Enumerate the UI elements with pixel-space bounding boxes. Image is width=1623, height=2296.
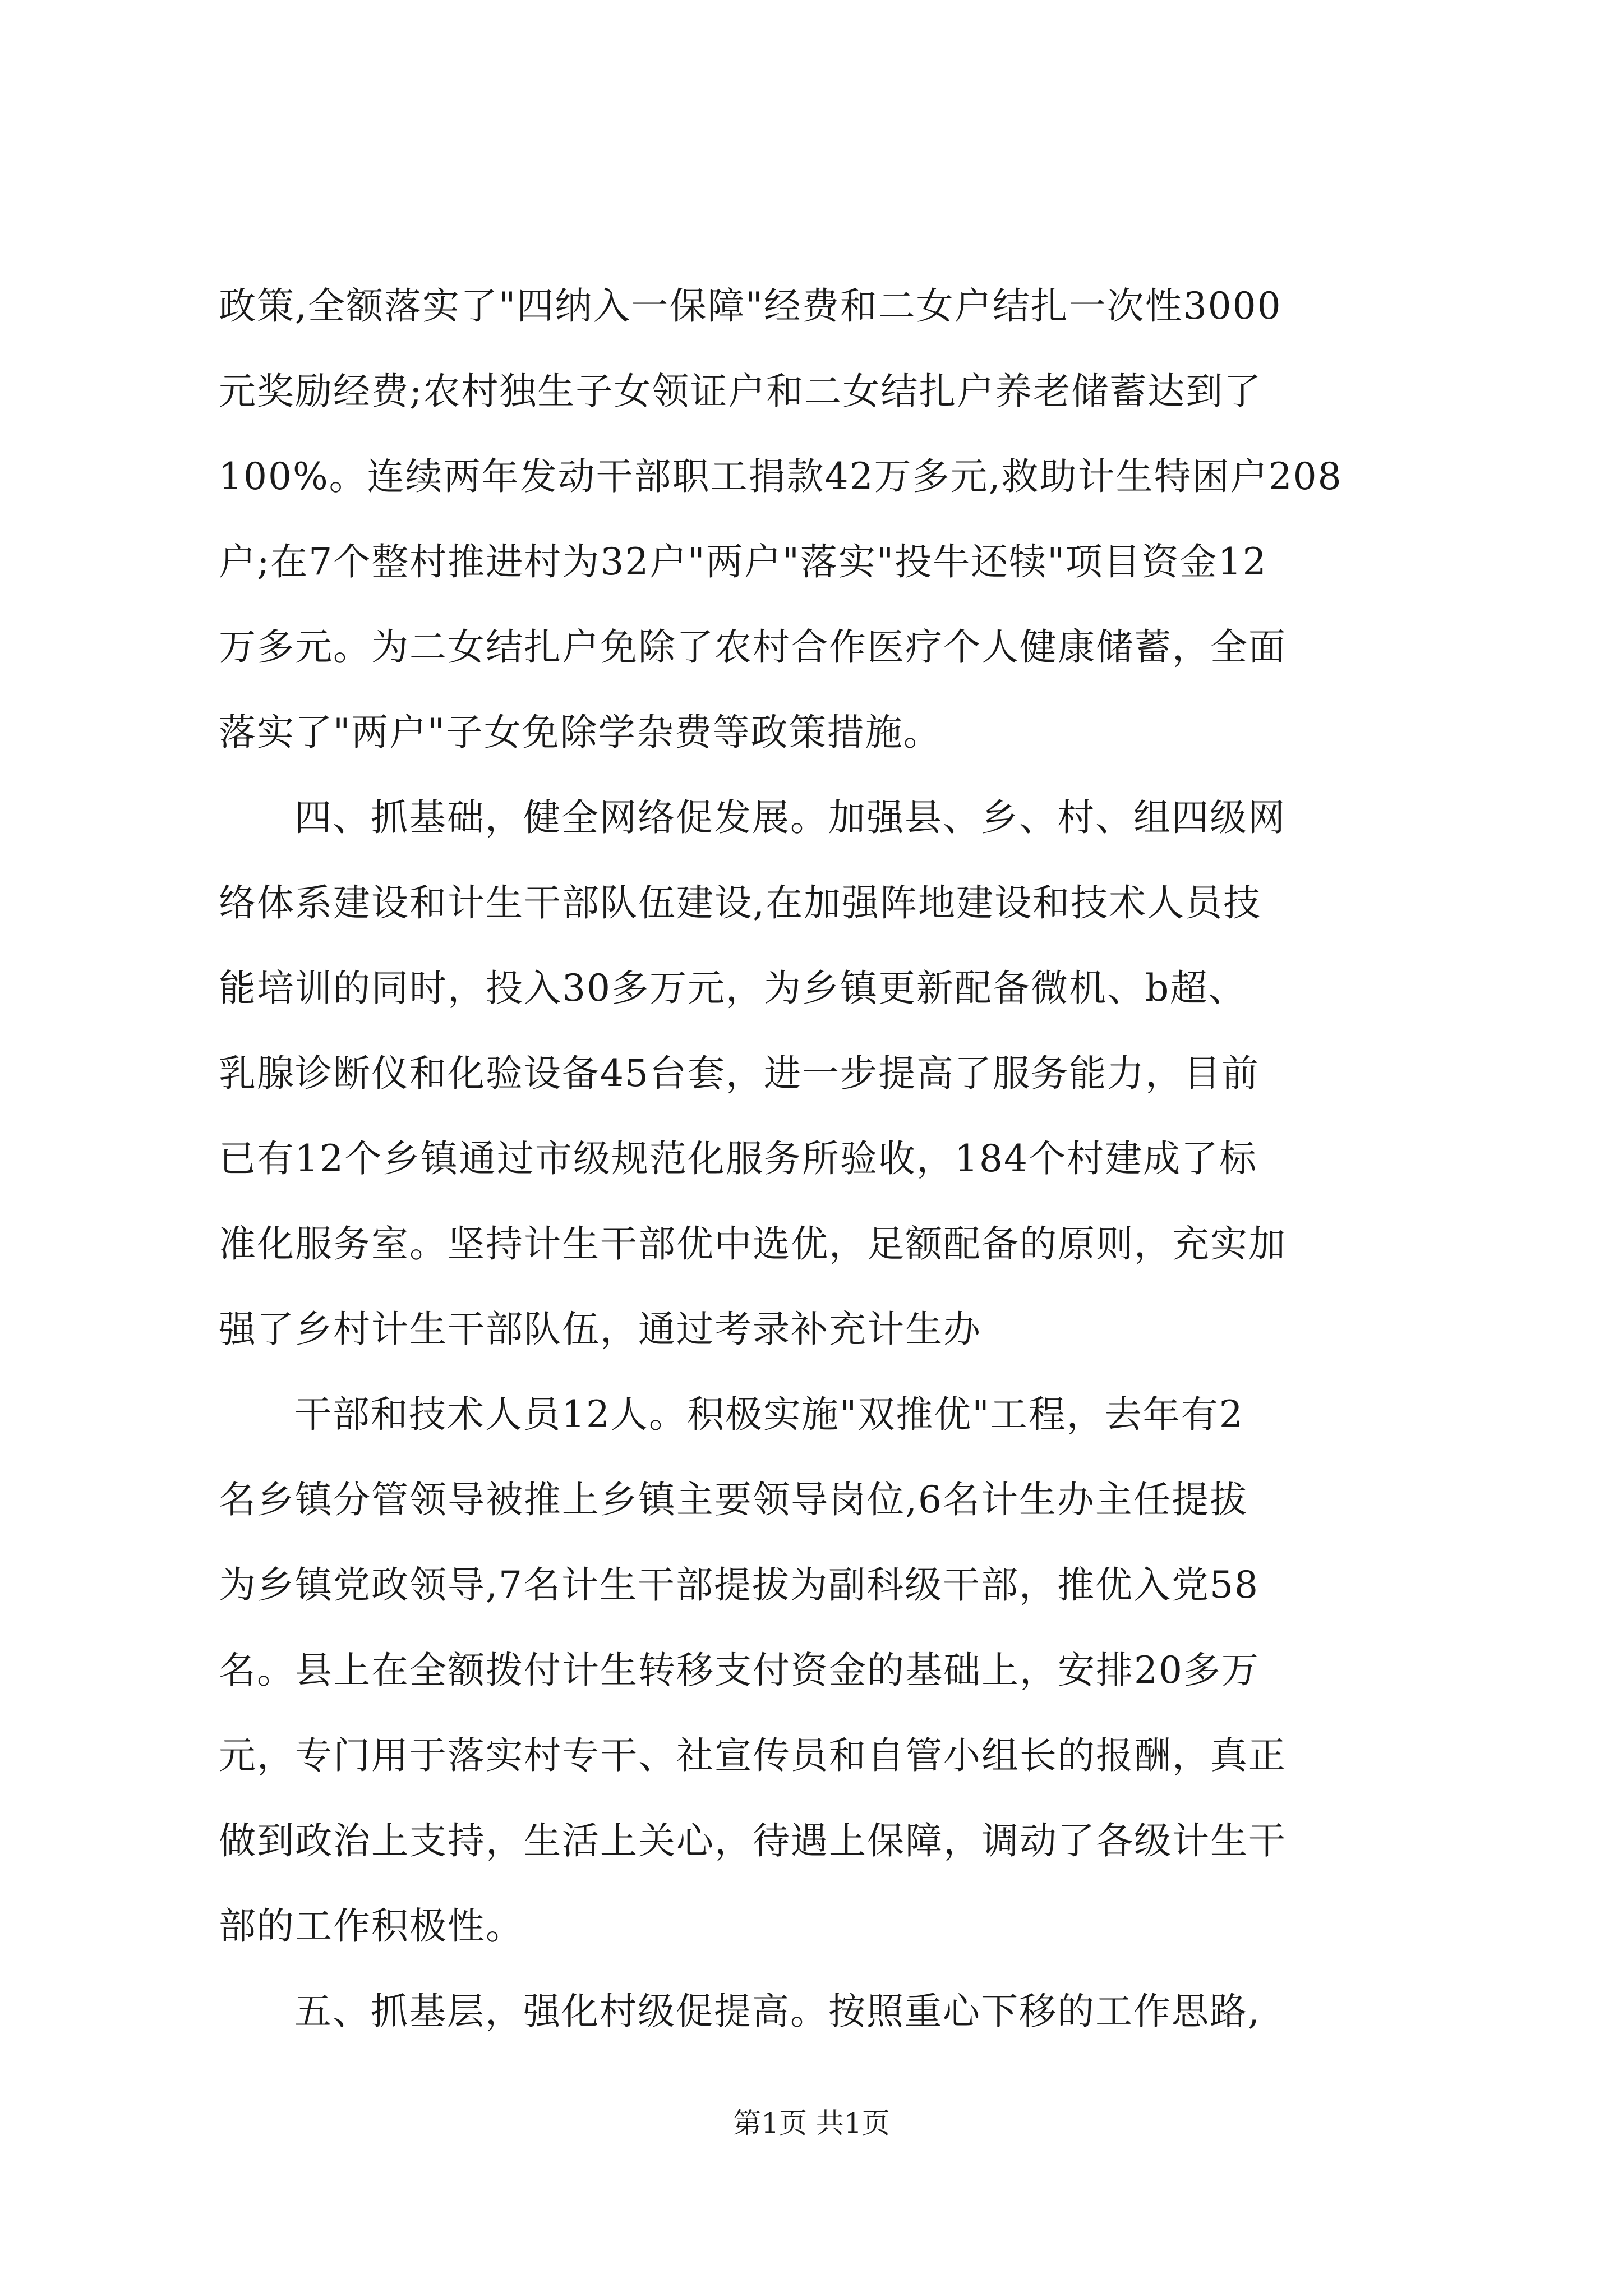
text-line: 户;在7个整村推进村为32户"两户"落实"投牛还犊"项目资金12 xyxy=(219,540,1267,583)
text-line: 元奖励经费;农村独生子女领证户和二女结扎户养老储蓄达到了 xyxy=(219,370,1262,413)
text-line: 名乡镇分管领导被推上乡镇主要领导岗位,6名计生办主任提拔 xyxy=(219,1478,1248,1521)
document-body xyxy=(219,264,1424,2054)
text-line: 政策,全额落实了"四纳入一保障"经费和二女户结扎一次性3000 xyxy=(219,284,1282,328)
text-line: 100%。连续两年发动干部职工捐款42万多元,救助计生特困户208 xyxy=(219,455,1343,498)
paragraph-heading-line: 四、抓基础，健全网络促发展。加强县、乡、村、组四级网 xyxy=(294,796,1286,839)
text-line: 已有12个乡镇通过市级规范化服务所验收，184个村建成了标 xyxy=(219,1137,1257,1180)
text-line: 元，专门用于落实村专干、社宣传员和自管小组长的报酬，真正 xyxy=(219,1734,1287,1777)
text-line: 强了乡村计生干部队伍，通过考录补充计生办 xyxy=(219,1308,981,1351)
text-line: 部的工作积极性。 xyxy=(219,1904,524,1948)
text-line: 乳腺诊断仪和化验设备45台套，进一步提高了服务能力，目前 xyxy=(219,1052,1260,1095)
text-line: 为乡镇党政领导,7名计生干部提拔为副科级干部，推优入党58 xyxy=(219,1563,1259,1607)
text-line: 能培训的同时，投入30多万元，为乡镇更新配备微机、b超、 xyxy=(219,967,1247,1010)
text-line: 万多元。为二女结扎户免除了农村合作医疗个人健康储蓄，全面 xyxy=(219,625,1287,669)
text-line: 做到政治上支持，生活上关心，待遇上保障，调动了各级计生干 xyxy=(219,1819,1287,1862)
text-line: 干部和技术人员12人。积极实施"双推优"工程，去年有2 xyxy=(294,1393,1244,1436)
text-line: 络体系建设和计生干部队伍建设,在加强阵地建设和技术人员技 xyxy=(219,881,1261,924)
text-line: 名。县上在全额拨付计生转移支付资金的基础上，安排20多万 xyxy=(219,1649,1260,1692)
text-line: 准化服务室。坚持计生干部优中选优，足额配备的原则，充实加 xyxy=(219,1222,1287,1266)
page-footer: 第1页 共1页 xyxy=(733,2107,890,2139)
text-line: 落实了"两户"子女免除学杂费等政策措施。 xyxy=(219,711,942,754)
paragraph-heading-line: 五、抓基层，强化村级促提高。按照重心下移的工作思路, xyxy=(294,1990,1261,2033)
